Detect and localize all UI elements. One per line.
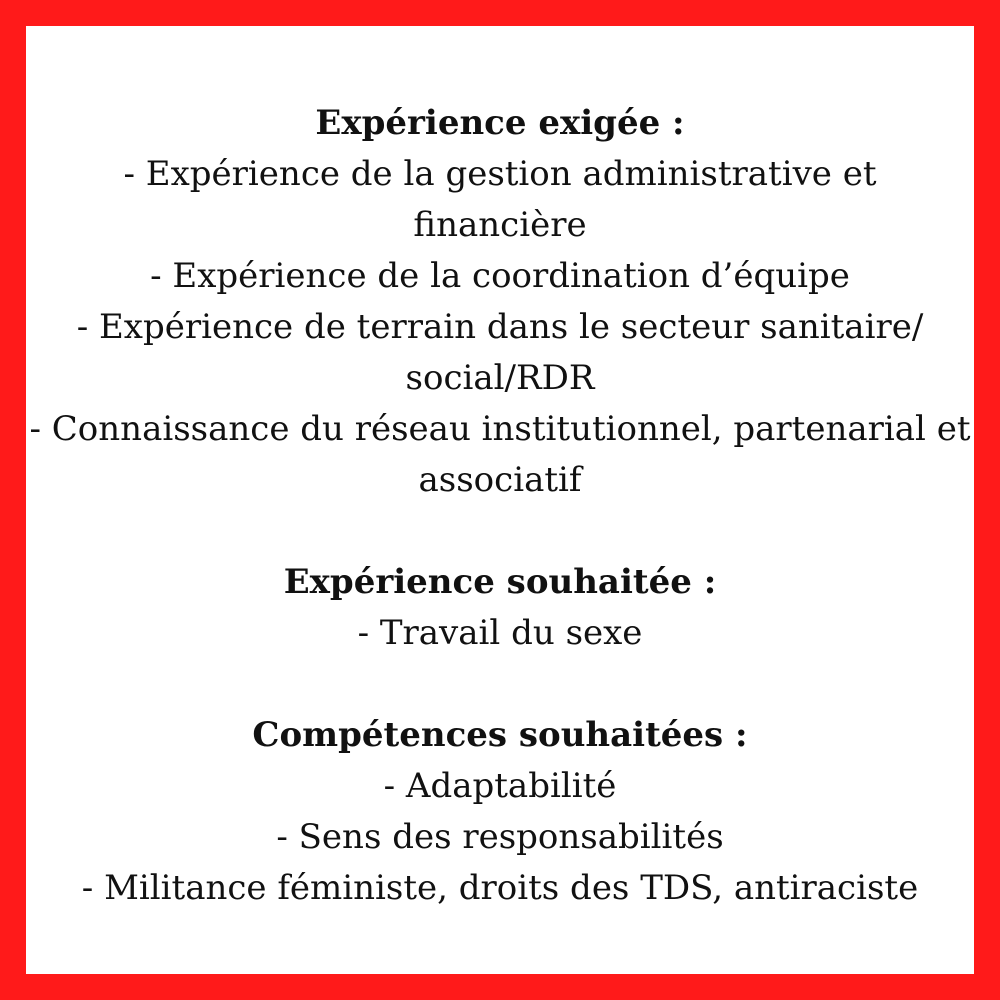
section-desired-skills — [26, 710, 974, 914]
list-item: - Expérience de terrain dans le secteur sanitaire/ social/RDR — [76, 307, 924, 398]
section-heading: Compétences souhaitées : — [252, 715, 748, 755]
list-item: - Adaptabilité — [383, 766, 617, 806]
job-requirements-text — [26, 98, 974, 914]
list-item: - Connaissance du réseau institutionnel, partenarial et associatif — [29, 409, 971, 500]
list-item: - Expérience de la coordination d’équipe — [150, 256, 850, 296]
section-heading: Expérience souhaitée : — [283, 562, 717, 602]
list-item: - Travail du sexe — [357, 613, 643, 653]
list-item: - Expérience de la gestion administrative et financière — [123, 154, 877, 245]
list-item: - Militance féministe, droits des TDS, antiraciste — [81, 868, 919, 908]
section-required-experience — [26, 98, 974, 506]
list-item: - Sens des responsabilités — [276, 817, 724, 857]
section-desired-experience — [26, 557, 974, 659]
section-heading: Expérience exigée : — [315, 103, 685, 143]
